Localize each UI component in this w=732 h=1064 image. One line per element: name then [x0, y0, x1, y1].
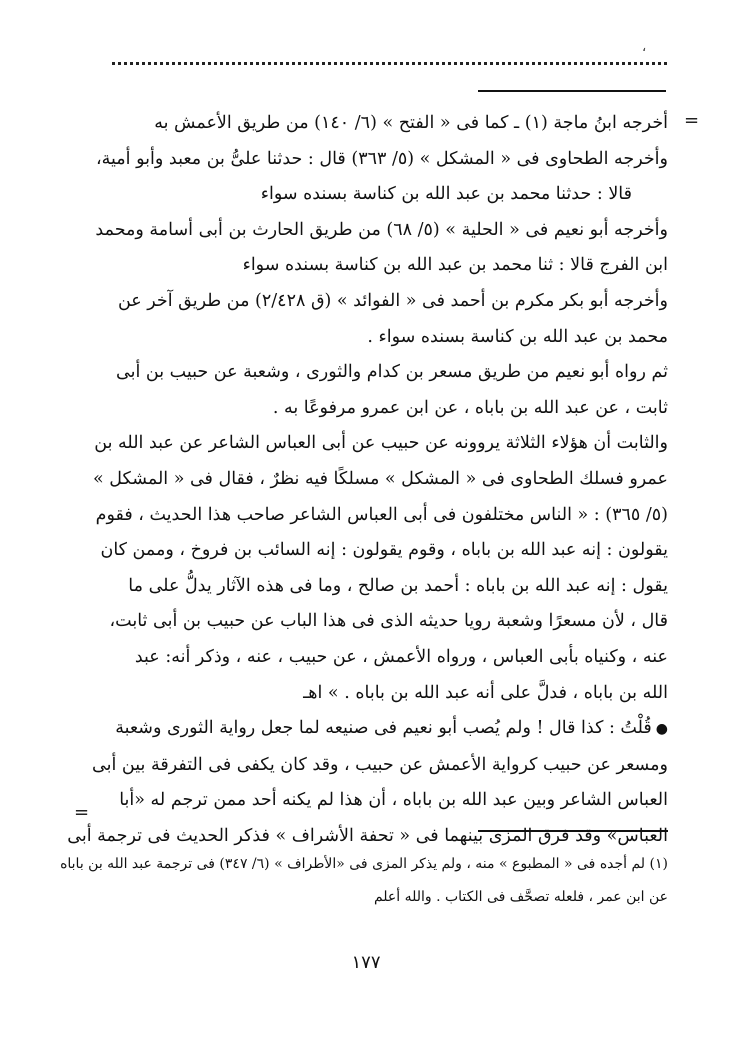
- text-line: قالا : حدثنا محمد بن عبد الله بن كناسة بسنده سواء: [260, 184, 632, 205]
- footnote-line: (١) لم أجده فى « المطبوع » منه ، ولم يذكر المزى فى «الأطراف » (٦/ ٣٤٧) فى ترجمة عبد الله بن باباه: [60, 856, 668, 872]
- text-line: قال ، لأن مسعرًا وشعبة رويا حديثه الذى فى هذا الباب عن حبيب بن أبى ثابت،: [109, 611, 668, 632]
- text-line: ثابت ، عن عبد الله بن باباه ، عن ابن عمرو مرفوعًا به .: [272, 397, 668, 418]
- bullet-icon: ●: [655, 721, 668, 738]
- text-line: ومسعر عن حبيب كرواية الأعمش عن حبيب ، وقد كان يكفى فى التفرقة بين أبى: [92, 754, 668, 775]
- text-line: عنه ، وكنياه بأبى العباس ، ورواه الأعمش ، عن حبيب ، عنه ، وذكر أنه: عبد: [134, 646, 668, 667]
- text-line: والثابت أن هؤلاء الثلاثة يروونه عن حبيب عن أبى العباس الشاعر عن عبد الله بن: [94, 433, 668, 454]
- footnote-rule: [478, 830, 668, 832]
- text-line: [106, 711, 668, 748]
- text-line: وأخرجه الطحاوى فى « المشكل » (٥/ ٣٦٣) قال : حدثنا علىُّ بن معبد وأبو أمية،: [95, 148, 668, 169]
- text-line-content: قُلْتُ : كذا قال ! ولم يُصب أبو نعيم فى صنيعه لما جعل رواية الثورى وشعبة: [115, 718, 652, 739]
- text-line: يقول : إنه عبد الله بن باباه : أحمد بن صالح ، وما فى هذه الآثار يدلُّ على ما: [128, 575, 668, 596]
- footnotes: [60, 848, 668, 914]
- margin-mark-left: =: [74, 802, 90, 823]
- top-corner-mark: ،: [642, 40, 647, 55]
- header-short-rule: [478, 90, 666, 92]
- text-line: ثم رواه أبو نعيم من طريق مسعر بن كدام والثورى ، وشعبة عن حبيب بن أبى: [116, 362, 668, 383]
- text-line: العباس» وقد فرق المزى بينهما فى « تحفة الأشراف » فذكر الحديث فى ترجمة أبى: [67, 825, 668, 846]
- text-line: وأخرجه أبو نعيم فى « الحلية » (٥/ ٦٨) من طريق الحارث بن أبى أسامة ومحمد: [95, 219, 668, 240]
- main-text: [67, 106, 668, 854]
- text-line: العباس الشاعر وبين عبد الله بن باباه ، أن هذا لم يكنه أحد ممن ترجم له «أبا: [119, 790, 668, 811]
- header-dotted-rule: [112, 62, 667, 65]
- text-line: يقولون : إنه عبد الله بن باباه ، وقوم يقولون : إنه السائب بن فروخ ، وممن كان: [100, 540, 668, 561]
- text-line: عمرو فسلك الطحاوى فى « المشكل » مسلكًا فيه نظرٌ ، فقال فى « المشكل »: [93, 468, 668, 489]
- footnote-line: عن ابن عمر ، فلعله تصحَّف فى الكتاب . والله أعلم: [373, 889, 668, 905]
- text-line: محمد بن عبد الله بن كناسة بسنده سواء .: [367, 326, 668, 347]
- text-line: (٥/ ٣٦٥) : « الناس مختلفون فى أبى العباس الشاعر صاحب هذا الحديث ، فقوم: [95, 504, 668, 525]
- text-line: وأخرجه أبو بكر مكرم بن أحمد فى « الفوائد » (ق ٢/٤٢٨) من طريق آخر عن: [117, 290, 668, 311]
- text-line: أخرجه ابنُ ماجة (١) ـ كما فى « الفتح » (٦/ ١٤٠) من طريق الأعمش به: [154, 113, 668, 133]
- text-line: ابن الفرج قالا : ثنا محمد بن عبد الله بن كناسة بسنده سواء: [242, 255, 668, 276]
- text-line: الله بن باباه ، فدلَّ على أنه عبد الله بن باباه . » اهـ: [303, 682, 668, 703]
- page-number: ١٧٧: [351, 952, 381, 973]
- margin-mark-right: =: [684, 110, 700, 131]
